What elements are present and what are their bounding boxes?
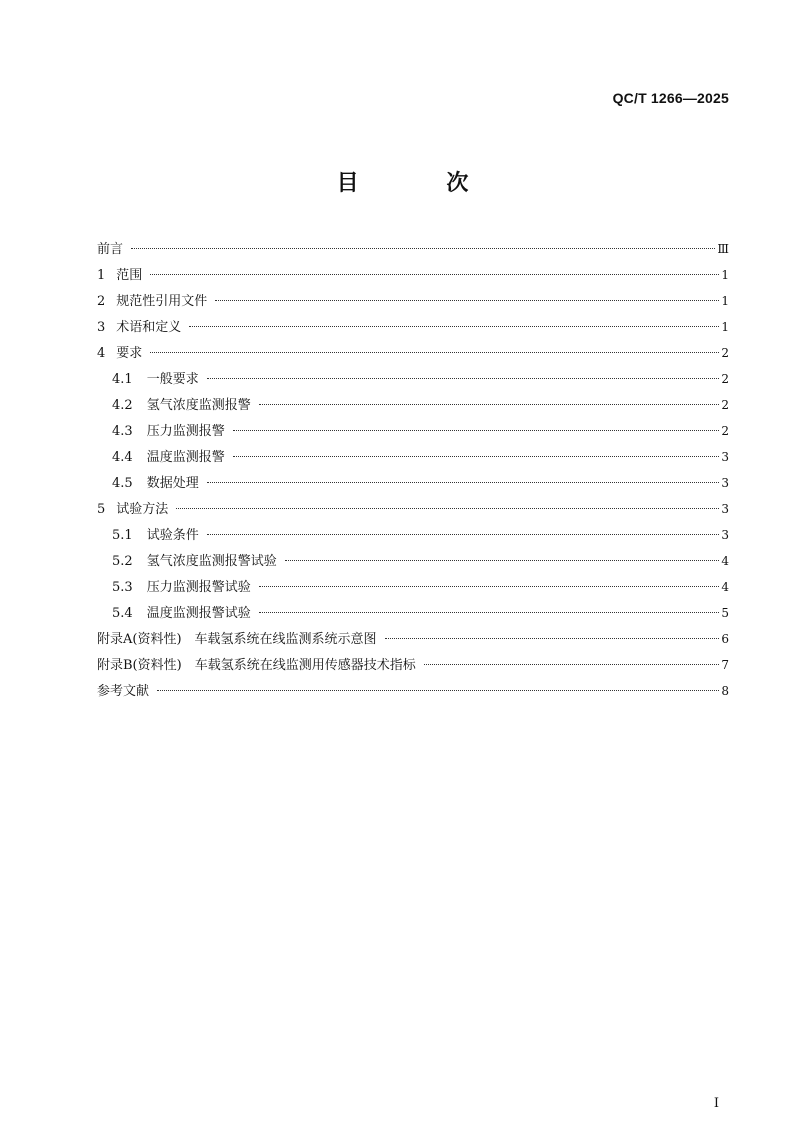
toc-dot-leader: [150, 352, 719, 353]
toc-dot-leader: [207, 482, 720, 483]
toc-dot-leader: [176, 508, 719, 509]
toc-entry-number: 5.3: [112, 580, 133, 595]
toc-entry-label: 一般要求: [146, 372, 199, 387]
toc-entry[interactable]: [97, 522, 729, 548]
toc-entry-number: 5.4: [112, 606, 133, 621]
toc-entry[interactable]: [97, 574, 729, 600]
toc-dot-leader: [189, 326, 719, 327]
toc-entry-number: 2: [97, 294, 106, 309]
toc-dot-leader: [233, 430, 720, 431]
page-number: I: [713, 1096, 719, 1111]
toc-entry-label: 试验条件: [146, 528, 199, 543]
toc-entry-number: 5.1: [112, 528, 133, 543]
toc-entry-number: 4.3: [112, 424, 133, 439]
toc-entry[interactable]: [97, 496, 729, 522]
toc-dot-leader: [259, 586, 720, 587]
toc-entry[interactable]: [97, 444, 729, 470]
toc-entry-number: 4.1: [112, 372, 133, 387]
toc-entry-label: 数据处理: [146, 476, 199, 491]
toc-entry[interactable]: [97, 678, 729, 704]
toc-entry-label: 前言: [97, 242, 124, 257]
toc-entry-page: 4: [721, 580, 729, 594]
toc-entry[interactable]: [97, 652, 729, 678]
toc-entry-label: 试验方法: [116, 502, 169, 517]
toc-entry-number: 5.2: [112, 554, 133, 569]
toc-dot-leader: [150, 274, 719, 275]
toc-entry-page: 2: [721, 424, 729, 438]
toc-dot-leader: [385, 638, 720, 639]
toc-entry[interactable]: [97, 392, 729, 418]
toc-entry[interactable]: [97, 366, 729, 392]
toc-entry-page: 2: [721, 346, 729, 360]
toc-entry-label: 规范性引用文件: [116, 294, 208, 309]
toc-entry-label: 附录B(资料性) 车载氢系统在线监测用传感器技术指标: [97, 658, 416, 673]
toc-dot-leader: [285, 560, 720, 561]
toc-entry-page: 1: [721, 320, 729, 334]
toc-entry-number: 3: [97, 320, 106, 335]
toc-entry[interactable]: [97, 470, 729, 496]
toc-entry[interactable]: [97, 288, 729, 314]
toc-entry-label: 范围: [116, 268, 143, 283]
toc-entry-page: Ⅲ: [717, 242, 729, 256]
toc-entry[interactable]: [97, 626, 729, 652]
toc-entry-label: 氢气浓度监测报警: [146, 398, 251, 413]
toc-entry-page: 5: [721, 606, 729, 620]
toc-entry-page: 2: [721, 398, 729, 412]
table-of-contents: [97, 236, 729, 704]
toc-entry-label: 温度监测报警试验: [146, 606, 251, 621]
toc-entry-number: 4.2: [112, 398, 133, 413]
toc-entry-label: 氢气浓度监测报警试验: [146, 554, 277, 569]
toc-entry-page: 6: [721, 632, 729, 646]
standard-code: QC/T 1266—2025: [612, 90, 729, 106]
toc-entry[interactable]: [97, 314, 729, 340]
toc-entry-page: 3: [721, 502, 729, 516]
toc-entry[interactable]: [97, 418, 729, 444]
toc-entry[interactable]: [97, 600, 729, 626]
toc-entry-label: 参考文献: [97, 684, 150, 699]
toc-entry-page: 2: [721, 372, 729, 386]
toc-entry-number: 1: [97, 268, 106, 283]
toc-dot-leader: [233, 456, 720, 457]
toc-entry[interactable]: [97, 548, 729, 574]
toc-entry-page: 3: [721, 450, 729, 464]
toc-dot-leader: [215, 300, 719, 301]
toc-entry-label: 附录A(资料性) 车载氢系统在线监测系统示意图: [97, 632, 377, 647]
toc-entry-label: 温度监测报警: [146, 450, 225, 465]
toc-entry-page: 3: [721, 476, 729, 490]
toc-dot-leader: [207, 534, 720, 535]
toc-entry-label: 压力监测报警试验: [146, 580, 251, 595]
toc-dot-leader: [131, 248, 715, 249]
toc-entry-label: 压力监测报警: [146, 424, 225, 439]
toc-title: 目 次: [336, 171, 509, 196]
toc-dot-leader: [259, 612, 720, 613]
toc-entry[interactable]: [97, 340, 729, 366]
toc-entry-page: 1: [721, 268, 729, 282]
toc-dot-leader: [424, 664, 720, 665]
toc-entry-number: 4: [97, 346, 106, 361]
toc-entry-page: 4: [721, 554, 729, 568]
toc-entry-number: 4.5: [112, 476, 133, 491]
toc-entry[interactable]: [97, 236, 729, 262]
toc-entry-label: 术语和定义: [116, 320, 182, 335]
toc-entry-number: 4.4: [112, 450, 133, 465]
toc-entry-page: 8: [721, 684, 729, 698]
toc-dot-leader: [207, 378, 720, 379]
toc-dot-leader: [157, 690, 719, 691]
toc-dot-leader: [259, 404, 720, 405]
toc-entry-page: 1: [721, 294, 729, 308]
toc-entry[interactable]: [97, 262, 729, 288]
toc-entry-page: 7: [721, 658, 729, 672]
toc-entry-page: 3: [721, 528, 729, 542]
toc-entry-label: 要求: [116, 346, 143, 361]
toc-entry-number: 5: [97, 502, 106, 517]
